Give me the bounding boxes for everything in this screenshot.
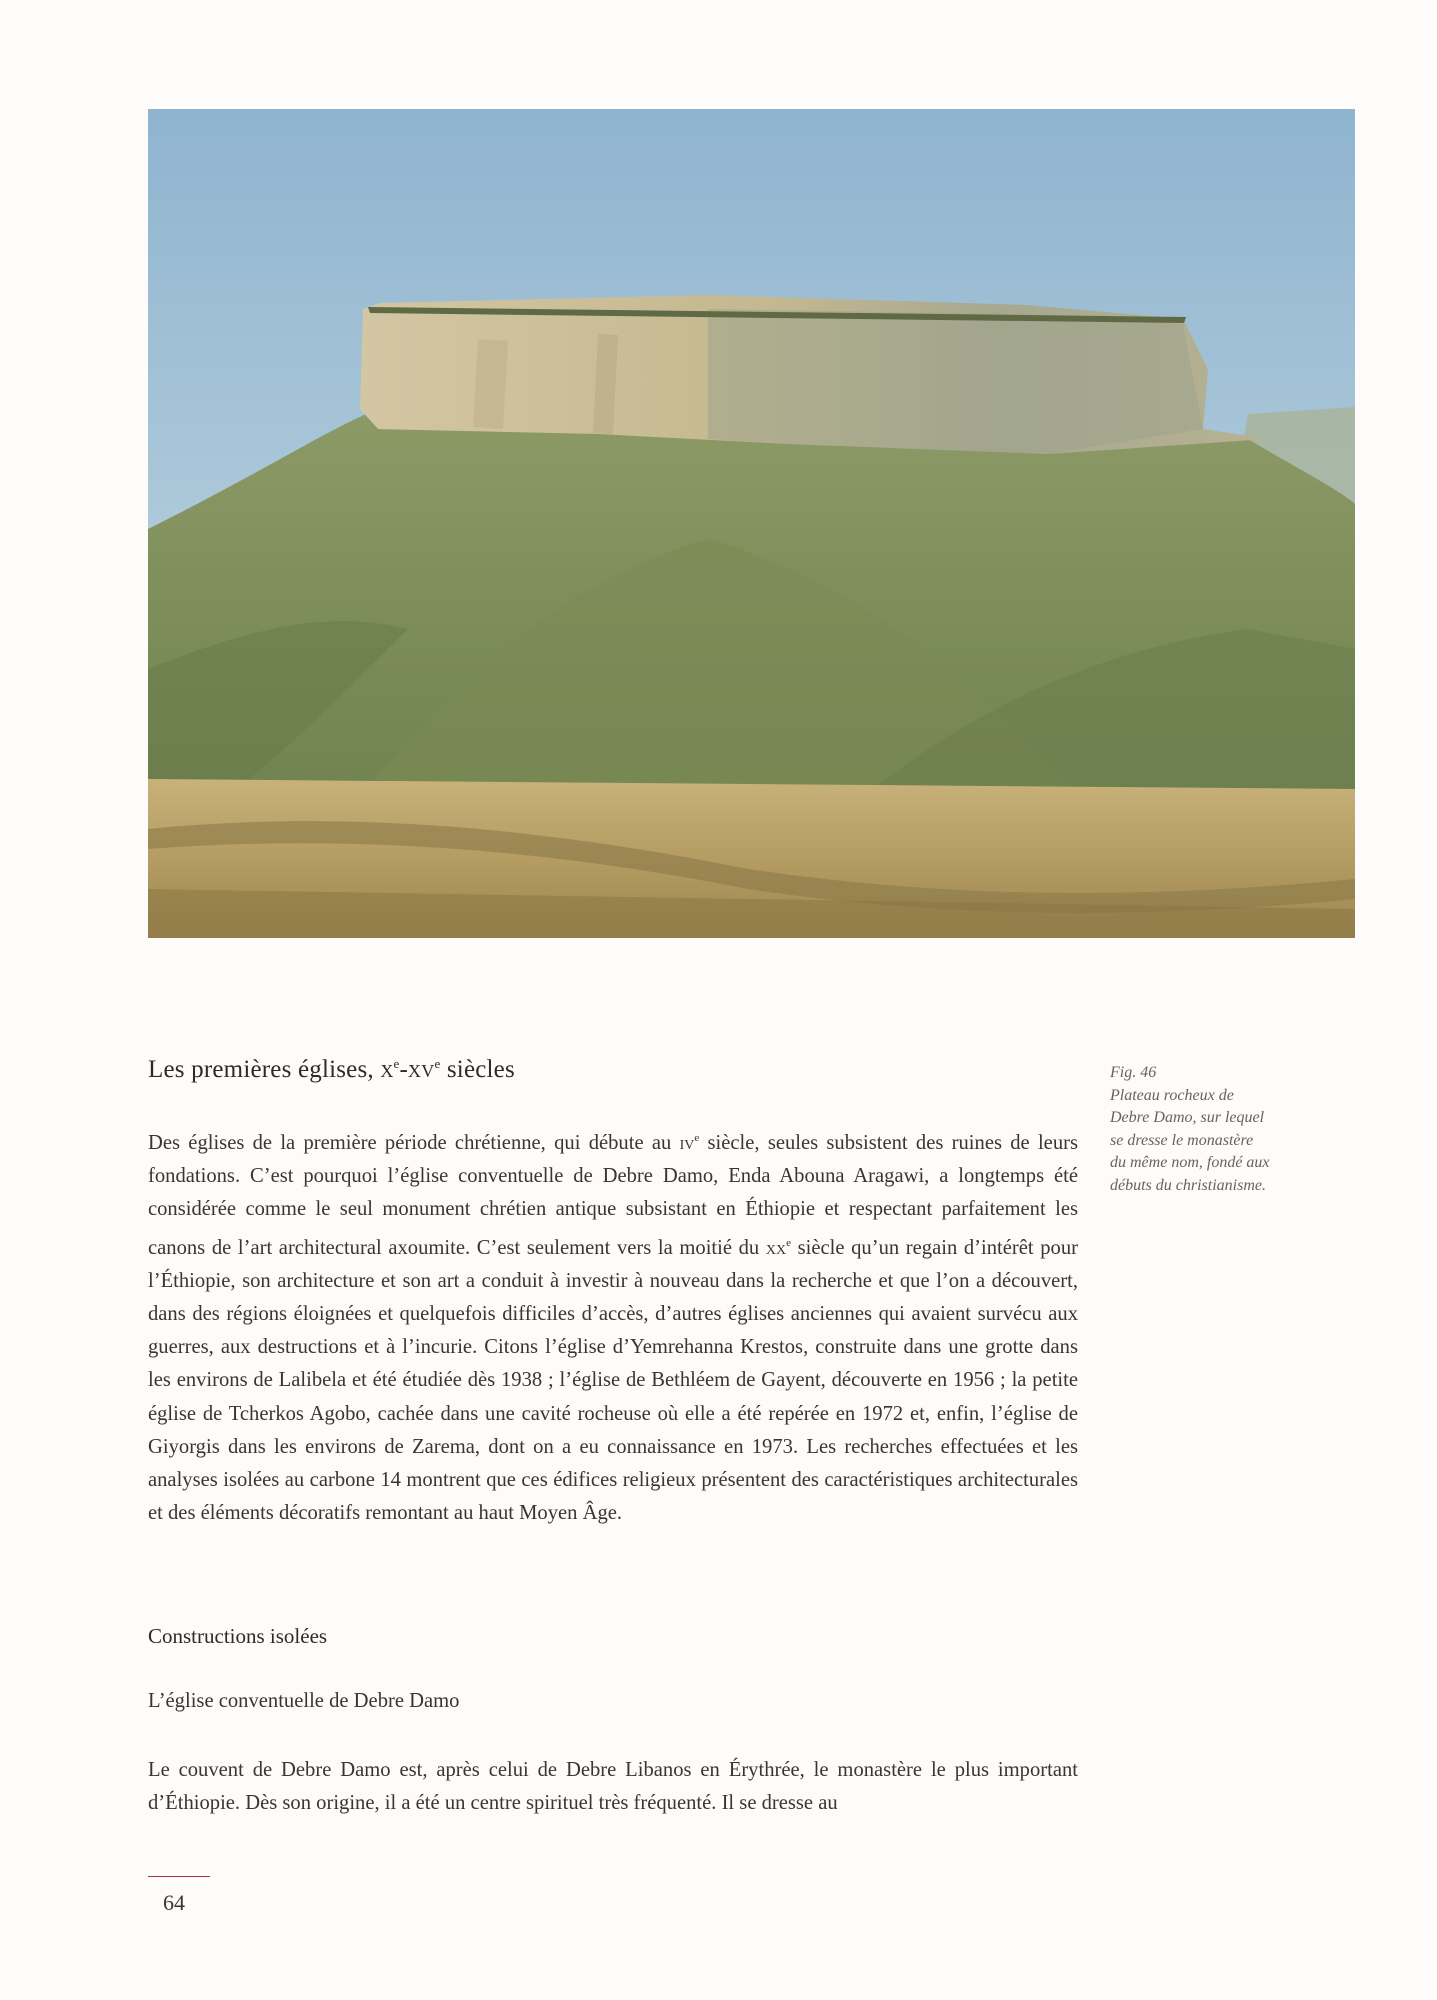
body-paragraph-1: Des églises de la première période chrétienne, qui débute au $iv^e$ siècle, seules subsistent des ruines de leurs fondations. C’est pourquoi l’église conventuelle de Debre Damo, Enda Abouna Aragawi, a longtemps été considérée comme le seul monument chrétien antique subsistant en Éthiopie et respectant parfaitement les canons de l’art architectural axoumite. C’est seulement vers la moitié du $xx^e$ siècle qu’un regain d’intérêt pour l’Éthiopie, son architecture et son art a conduit à investir à nouveau dans la recherche et que l’on a découvert, dans des régions éloignées et quelquefois difficiles d’accès, d’autres églises anciennes qui avaient survécu aux guerres, aux destructions et à l’incurie. Citons l’église d’Yemrehanna Krestos, construite dans une grotte dans les environs de Lalibela et été étudiée dès 1938 ; l’église de Bethléem de Gayent, découverte en 1956 ; la petite église de Tcherkos Agobo, cachée dans une cavité rocheuse où elle a été repérée en 1972 et, enfin, l’église de Giyorgis dans les environs de Zarema, dont on a eu connaissance en 1973. Les recherches effectuées et les analyses isolées au carbone 14 montrent que ces édifices religieux présentent des caractéristiques architecturales et des éléments décoratifs remontant au haut Moyen Âge. [148, 1132, 1079, 1525]
caption-line: du même nom, fondé aux [1110, 1154, 1270, 1171]
sub-subheading: L’église conventuelle de Debre Damo [148, 1690, 460, 1712]
body-paragraph-2: Le couvent de Debre Damo est, après celui de Debre Libanos en Érythrée, le monastère le plus important d’Éthiopie. Dès son origine, il a été un centre spirituel très fréquenté. Il se dresse au [148, 1759, 1078, 1815]
section-heading: Les premières églises, $x^e-xv^e$ siècles [148, 1056, 515, 1083]
caption-line: Plateau rocheux de [1110, 1086, 1234, 1104]
photo-illustration [148, 109, 1355, 938]
caption-line: débuts du christianisme. [1110, 1176, 1266, 1194]
figure-caption [1110, 1062, 1360, 1197]
caption-line: Debre Damo, sur lequel [1110, 1109, 1265, 1126]
caption-line: se dresse le monastère [1110, 1131, 1254, 1149]
folio-rule [148, 1876, 210, 1877]
caption-line: Fig. 46 [1110, 1064, 1157, 1081]
subheading: Constructions isolées [148, 1624, 328, 1648]
page-number: 64 [163, 1890, 185, 1915]
plateau-photo [148, 109, 1355, 938]
